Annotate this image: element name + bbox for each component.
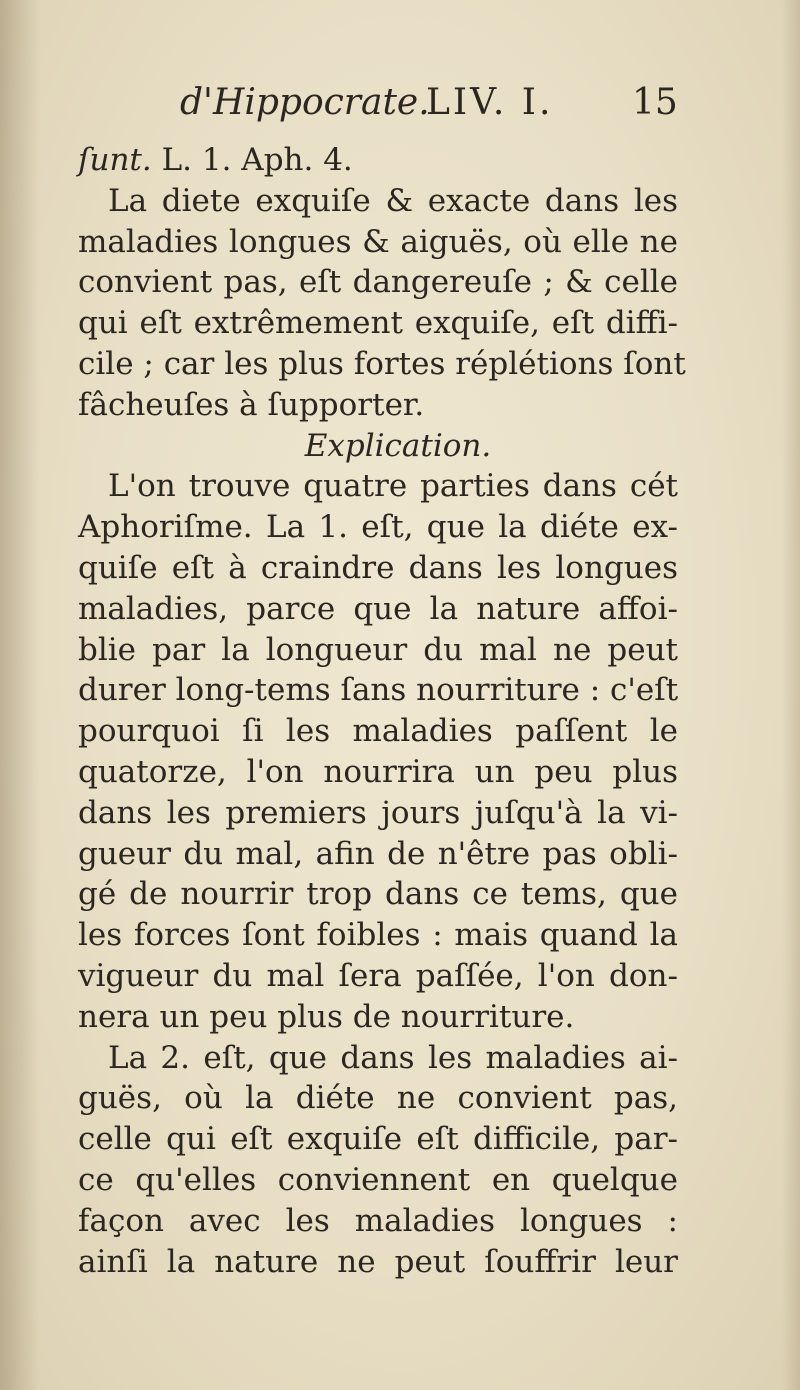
explication-line: blie par la longueur du mal ne peut [78,631,678,668]
aphorism-line: qui eſt extrêmement exquiſe, eſt diffi- [78,305,678,342]
running-head-title: d'Hippocrate. [180,82,430,123]
explication-line: Aphoriſme. La 1. eſt, que la diéte ex- [78,509,678,546]
explication-line: durer long-tems ſans nourriture : c'eſt [78,672,679,709]
aphorism-line: La diete exquiſe & exacte dans les [108,182,678,219]
explication-line: quiſe eſt à craindre dans les longues [78,549,678,586]
explication-line: quatorze, l'on nourrira un peu plus [78,753,678,790]
explication-line: façon avec les maladies longues : [78,1202,678,1239]
reference-word: ſunt. [78,142,152,178]
explication-line: ainſi la nature ne peut ſouffrir leur [78,1243,678,1280]
reference-citation: L. 1. Aph. 4. [161,142,353,178]
aphorism-line: maladies longues & aiguës, où elle ne [78,223,678,260]
explication-line: celle qui eſt exquiſe eſt difficile, par- [78,1121,678,1158]
explication-line: L'on trouve quatre parties dans cét [108,468,678,505]
aphorism-line: convient pas, eſt dangereuſe ; & celle [78,264,678,301]
explication-line: vigueur du mal ſera paſſée, l'on don- [78,957,678,994]
aphorism-line: cile ; car les plus fortes réplétions ſont [78,345,686,382]
explication-line: gueur du mal, afin de n'être pas obli- [78,835,678,872]
explication-line: nera un peu plus de nourriture. [78,998,575,1035]
explication-line: guës, où la diéte ne convient pas, [78,1080,678,1117]
explication-line: gé de nourrir trop dans ce tems, que [78,876,678,913]
body-text [78,140,686,1282]
explication-line: les forces ſont foibles : mais quand la [78,917,678,954]
running-head [180,82,680,132]
running-head-book: LIV. I. [426,82,554,123]
explication-line: ce qu'elles conviennent en quelque [78,1161,678,1198]
reference-line [78,140,678,181]
explication-line: maladies, parce que la nature affoi- [78,590,678,627]
page-number: 15 [632,82,678,123]
aphorism-line: fâcheuſes à ſupporter. [78,386,425,423]
explication-line: dans les premiers jours juſqu'à la vi- [78,794,678,831]
section-heading: Explication. [304,427,492,464]
explication-line: pourquoi ſi les maladies paſſent le [78,713,678,750]
explication-line: La 2. eſt, que dans les maladies ai- [108,1039,678,1076]
